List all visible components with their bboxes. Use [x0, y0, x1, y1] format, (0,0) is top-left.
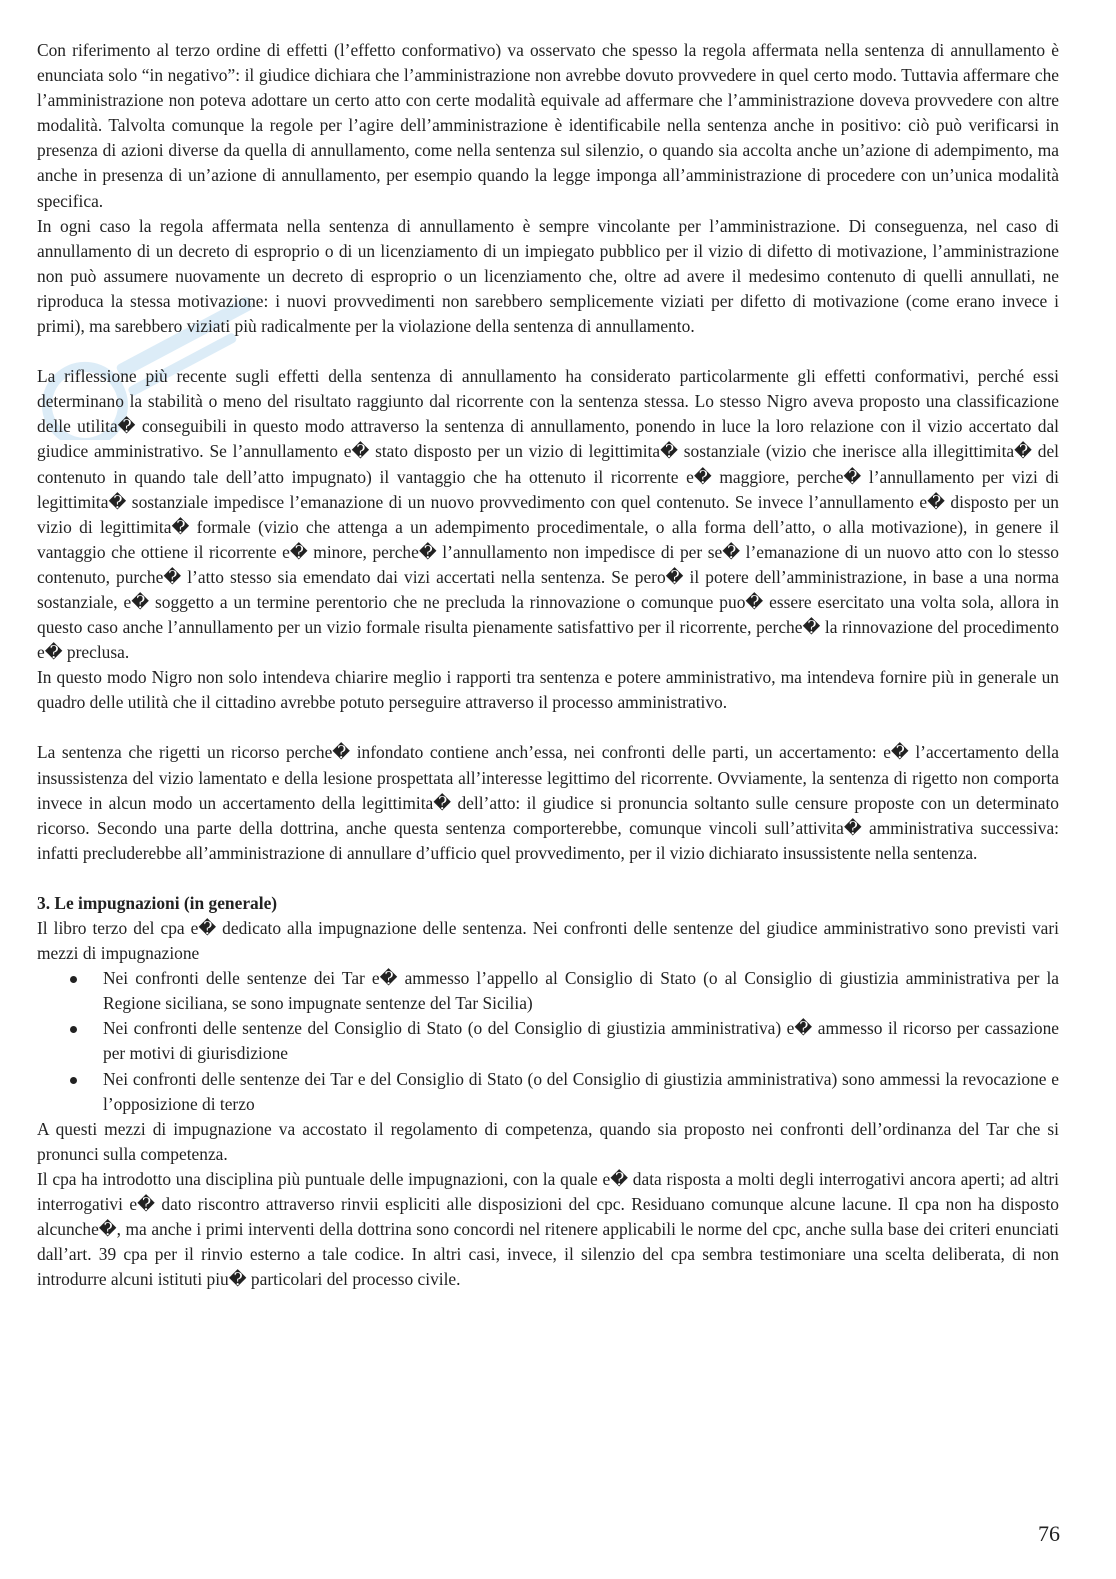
- list-item-text: Nei confronti delle sentenze dei Tar e del Consiglio di Stato (o del Consiglio di giustizia amministrativa) sono ammessi la revocazione e l’opposizione di terzo: [103, 1068, 1059, 1114]
- section-heading: 3. Le impugnazioni (in generale): [37, 892, 278, 913]
- paragraph-regolamento-competenza: A questi mezzi di impugnazione va accostato il regolamento di competenza, quando sia proposto nei confronti dell’ordinanza del Tar che si pronunci sulla competenza.: [37, 1118, 1059, 1164]
- paragraph-disciplina-impugnazioni: Il cpa ha introdotto una disciplina più puntuale delle impugnazioni, con la quale e� data risposta a molti degli interrogativi ancora aperti; ad altri interrogativi e� dato riscontro attraverso rinvii espliciti alle disposizioni del cpc. Residuano comunque alcune lacune. Il cpa non ha disposto alcunche�, ma anche i primi interventi della dottrina sono concordi nel ritenere applicabili le norme del cpc, anche sulla base dei criteri enunciati dall’art. 39 cpa per il rinvio esterno a tale codice. In altri casi, invece, il silenzio del cpa sembra testimoniare una scelta deliberata, di non introdurre alcuni istituti piu� particolari del processo civile.: [37, 1168, 1059, 1290]
- section-intro: Il libro terzo del cpa e� dedicato alla impugnazione delle sentenza. Nei confronti delle sentenze del giudice amministrativo sono previsti vari mezzi di impugnazione: [37, 918, 1059, 964]
- paragraph-regola-vincolante: In ogni caso la regola affermata nella sentenza di annullamento è sempre vincolante per l’amministrazione. Di conseguenza, nel caso di annullamento di un decreto di esproprio o di un licenziamento di un impiegato pubblico per il vizio di difetto di motivazione, l’amministrazione non può assumere nuovamente un decreto di esproprio o un licenziamento che, oltre ad avere il medesimo contenuto di quelli annullati, ne riproduca la stessa motivazione: i nuovi provvedimenti non sarebbero semplicemente viziati per difetto di motivazione (come erano invece i primi), ma sarebbero viziati più radicalmente per la violazione della sentenza di annullamento.: [37, 215, 1059, 337]
- list-item: [37, 1016, 1059, 1066]
- page-number: 76: [1038, 1521, 1060, 1546]
- bullet-icon: [70, 1026, 77, 1033]
- list-item: [37, 966, 1059, 1016]
- list-item: [37, 1067, 1059, 1117]
- impugnazioni-list: [37, 966, 1059, 1117]
- list-item-text: Nei confronti delle sentenze dei Tar e� ammesso l’appello al Consiglio di Stato (o al Consiglio di giustizia amministrativa per la Regione siciliana, se sono impugnate sentenze del Tar Sicilia): [103, 968, 1059, 1014]
- paragraph-sentenza-rigetto: La sentenza che rigetti un ricorso perche� infondato contiene anch’essa, nei confronti delle parti, un accertamento: e� l’accertamento della insussistenza del vizio lamentato e della lesione prospettata all’interesse legittimo del ricorrente. Ovviamente, la sentenza di rigetto non comporta invece in alcun modo un accertamento della legittimita� dell’atto: il giudice si pronuncia soltanto sulle censure proposte con un determinato ricorso. Secondo una parte della dottrina, anche questa sentenza comporterebbe, comunque vincoli sull’attivita� amministrativa successiva: infatti precluderebbe all’amministrazione di annullare d’ufficio quel provvedimento, per il vizio dichiarato insussistente nella sentenza.: [37, 742, 1059, 863]
- document-page: [37, 38, 1059, 1292]
- list-item-text: Nei confronti delle sentenze del Consiglio di Stato (o del Consiglio di giustizia amministrativa) e� ammesso il ricorso per cassazione per motivi di giurisdizione: [103, 1018, 1059, 1064]
- bullet-icon: [70, 1077, 77, 1084]
- paragraph-effetto-conformativo: Con riferimento al terzo ordine di effetti (l’effetto conformativo) va osservato che spesso la regola affermata nella sentenza di annullamento è enunciata solo “in negativo”: il giudice dichiara che l’amministrazione non avrebbe dovuto provvedere in quel certo modo. Tuttavia affermare che l’amministrazione non poteva adottare un certo atto con certe modalità equivale ad affermare che l’amministrazione doveva provvedere con altre modalità. Talvolta comunque la regole per l’agire dell’amministrazione è identificabile nella sentenza anche in positivo: ciò può verificarsi in presenza di azioni diverse da quella di annullamento, come nella sentenza sul silenzio, o quando sia accolta anche un’azione di adempimento, ma anche in presenza di un’azione di annullamento, per esempio quando la legge imponga all’amministrazione di procedere con un’unica modalità specifica.: [37, 40, 1059, 211]
- paragraph-nigro-utilita: In questo modo Nigro non solo intendeva chiarire meglio i rapporti tra sentenza e potere amministrativo, ma intendeva fornire più in generale un quadro delle utilità che il cittadino avrebbe potuto perseguire attraverso il processo amministrativo.: [37, 667, 1059, 713]
- bullet-icon: [70, 976, 77, 983]
- paragraph-riflessione-nigro: La riflessione più recente sugli effetti della sentenza di annullamento ha considerato particolarmente gli effetti conformativi, perché essi determinano la stabilità o meno del risultato raggiunto dal ricorrente con la sentenza stessa. Lo stesso Nigro aveva proposto una classificazione delle utilita� conseguibili in questo modo attraverso la sentenza di annullamento, ponendo in luce la loro relazione con il vizio accertato dal giudice amministrativo. Se l’annullamento e� stato disposto per un vizio di legittimita� sostanziale (vizio che inerisce alla illegittimita� del contenuto in quando tale dell’atto impugnato) il vantaggio che ha ottenuto il ricorrente e� maggiore, perche� l’annullamento per vizi di legittimita� sostanziale impedisce l’emanazione di un nuovo provvedimento con quel contenuto. Se invece l’annullamento e� disposto per un vizio di legittimita� formale (vizio che attenga a un adempimento procedimentale, o alla forma dell’atto, o alla motivazione), in genere il vantaggio che ottiene il ricorrente e� minore, perche� l’annullamento non impedisce di per se� l’emanazione di un nuovo atto con lo stesso contenuto, purche� l’atto stesso sia emendato dai vizi accertati nella sentenza. Se pero� il potere dell’amministrazione, in base a una norma sostanziale, e� soggetto a un termine perentorio che ne precluda la rinnovazione o comunque puo� essere esercitato una volta sola, allora in questo caso anche l’annullamento per un vizio formale risulta pienamente satisfattivo per il ricorrente, perche� la rinnovazione del procedimento e� preclusa.: [37, 366, 1059, 663]
